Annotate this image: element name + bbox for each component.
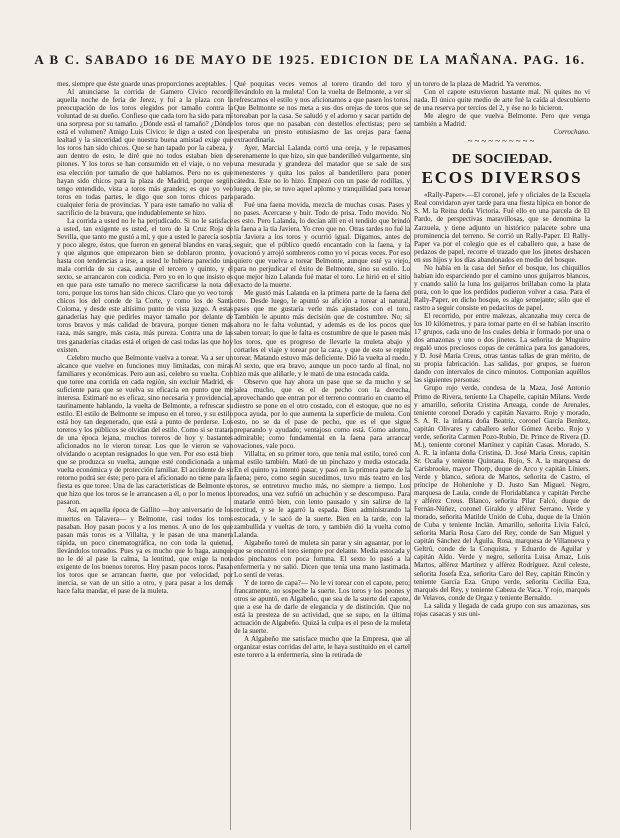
paragraph: Fué una faena movida, mezcla de muchas cosas. Pases y no pases. Acercarse y huir. Todo de prisa. Todo movido. No es esto. Pero Lalanda, lo decían allí en el tendido que brindó la faena a la tía Javiera. Yo creo que no. Otras tardes no fué la tía Javiera a los toros y ocurrió igual. Digamos, antes de seguir, que el público quedó encantado con la faena, y la ovacionó y arrojó sombreros como yo vi pocas veces. Por eso quiero que vuelva a torear Belmonte, aunque esté ya viejo, para no perjudicar el éxito de Belmonte, sino su estilo. Lo que mejor hizo Lalanda fué matar el toro. Le hirió en el sitio exacto de la muerte. [234, 200, 410, 290]
column-rule [410, 80, 411, 830]
paragraph: La corrida a usted no le ha perjudicado. Si no le satisface a usted, tan exigente es usted, el toro de la Cruz Roja de Sevilla, que tanto me gustó a mí, y que a usted le parecía soso y poco alegre, éstos, que fueron en general blandos en varas, y que algunos que empezaron bien se doblaron pronto, y hasta con tendencias a irse, a usted le hubiera parecido una mala corrida de su casa, aunque el tercero y quinto, y el sexto, se arrancaron con codicia. Pero yo en lo que insisto es en que para este tamaño no merece sacrificarse la nota del toro, porque los toros han sido chicos. Claro que yo veo toros chicos los del conde de la Corte, y como los de Santa Coloma, y desde este altísimo punto de vista juzgo. A estas ganaderías hay que pedirles mayor tamaño por delante de toros bravos y más calidad de bravura, porque tienen más raza, más sangre, más casta, más pureza. Contra una de las tres ganaderías citadas está el origen de casi todas las que hoy existen. [57, 216, 233, 354]
paragraph: Ayer, Marcial Lalanda cortó una oreja, y le repasamos serenamente lo que hizo, sin que banderilleó vulgarmente, sin una mesurada y grandeza del matador que se sale de sus menesteres y quita los palos al banderillero para poner cátedra. Este no lo hizo. Empezó con un pase de rodillas, y luego, de pie, se tuvo aquel aplomo y tranquilidad para torear parado. [234, 144, 410, 201]
page-header: A B C. SABADO 16 DE MAYO DE 1925. EDICION DE LA MAÑANA. PAG. 16. [34, 52, 586, 67]
section-subtitle: ECOS DIVERSOS [421, 168, 583, 188]
column-3 [414, 80, 590, 832]
section-title: DE SOCIEDAD. [451, 152, 553, 168]
paragraph: La salida y llegada de cada grupo con sus amazonas, sus rojas casacas y sus uni- [414, 601, 590, 618]
paragraph: Así, en aquella época de Gallito —hoy aniversario de los muertos en Talavera— y Belmonte, casi todos los toros pasaban. Hoy pasan pocos y a los menos. A uno de los que pasan más toros es a Villalta, y le pasan de una manera rápida, un poco cinematográfica, no con toda la quietud, llevándolos toreados. Pues ya es mucho que lo haga, aunque no le dé al pase la calma, la lentitud, que exige la nota exigente de los buenos toreros. Hoy pasan pocos toros. Pasan los toros que se arrancan fuerte, que por velocidad, por inercia, se van de un sitio a otro, y para pasar a los demás hace falta mandar, el pase de la muleta. [57, 506, 233, 595]
paragraph: «Rally-Paper».—El coronel, jefe y oficiales de la Escuela Real convidaron ayer tarde para una fiesta hípica en honor de S. M. la Reina doña Victoria. Fué ello en una parcela de El Pardo, de perspectivas maravillosas, que se denomina la Zarzuela, y tiene adjunto un histórico palacete sobre una prominencia del terreno. Se corrió un Rally-Paper. El Rally-Paper va por el colegio que es el caballero que, a base de pedazos de papel, recorre el trazado que los jinetes deshacen en sus hijos y los días abandonados en medio del bosque. [414, 191, 590, 264]
paragraph: No había en la casa del Señor el bosque, los chiquillos habían ido esparciendo por el camino unos guijarros blancos, y cuando salió la luna los guijarros brillaban como la plata pura, con lo que los perdidos pudieron volver a casa. Para el Rally-Paper, en dicho bosque, es algo semejante; sólo que el rastro a seguir consiste en pedacitos de papel. [414, 263, 590, 312]
byline: Corrochano. [553, 128, 590, 137]
paragraph: Me gustó más Lalanda en la primera parte de la faena del otro. Desde luego, le apuntó su afición a torear al natural, pases que me gustaría verle más ajustados con el toro. También le apunto más decisión que de costumbre. No; si ahora no le falta voluntad, y además es de los pocos que saben torear; lo que le falta es costumbre de que le pasen más los toros, que es progreso de llevarle la muleta abajo y cortarles el viaje y torear por la cara, y que de esto se repite torear. Matando estuvo más deficiente. Dió la vuelta al ruedo. Al sexto, que era bravo, aunque un poco tardo al final, no hizo más que aliñarle, y le mató de una estocada caída. [234, 289, 410, 378]
paragraph: mes, siempre que éste guarde unas proporciones aceptables. [57, 80, 227, 88]
paragraph: Con el capote estuvieron bastante mal. Ni quites no vi nada. El único quite medio de arte fué la caída al descubierto de una reserva por tercios del 2, y ése no lo hicieron. [414, 88, 590, 113]
column-2 [234, 80, 410, 832]
ornament-divider: ~~~~~~~~~~ [467, 136, 537, 147]
paragraph: Me alegro de que vuelva Belmonte. Pero que venga también a Madrid. [414, 112, 590, 129]
paragraph: un torero de la plaza de Madrid. Ya veremos. [414, 80, 542, 88]
paragraph: A Algabeño me satisface mucho que la Empresa, que al organizar estas corridas del arte, le haya sustituido en el cartel este torero a la enfermería, sino la retirada de [234, 635, 410, 660]
paragraph: Villalta, en su primer toro, que tenía mal estilo, toreó con mal estilo también. Mató de un pinchazo y media estocada. En el quinto ya intentó pasar, y pasó en la primera parte de la faena; pero, como según sucedimos, tuvo más teatro en los toros, se entretuvo mucho más, no siempre a tiempo. Los toreados, una vez sufrió un achuchón y se descompuso. Para matarle entró bien, con lento pausado y sin salirse de la rectitud, y se le agarró la espada. Bien administrando la estocada, y le sacó de la suerte. Bien en la tarde, con la zambullida y vueltas de toro, y también dió la vuelta como Lalanda. [234, 450, 410, 539]
paragraph: Grupo rojo verde, condesa de la Maza, José Antonio Primo de Rivera, teniente La Chapelle, capitán Milans. Verde y amarillo, señorita Cristina Arteaga, conde de Arenales, teniente coronel Dorado y capitán Navarro. Rojo y morado, S. A. R. la infanta doña Beatriz, coronel García Benítez, capitán Olivares y caballero señor Gómez Acebo. Rojo y verde, señorita Carmen Pozo-Rubio, Dr. Prince de Rivera (D. M.), teniente coronel Martínez y capitán Casas. Morado, S. A. R. la infanta doña Cristina, D. José María Creus, capitán Sr. Ocaña y teniente Quintana. Rojo, S. A. la marquesa de Carisbrooke, mayor Thorp, duque de Arco y capitán Liniers. Verde y blanco, señora de Martos, señorita de Castro, el príncipe de Hohenlohe y D. Justo San Miguel. Negro, marquesa de Laula, conde de Floridablanca y capitán Perche y alférez Creus. Blanco, señorita Pilar Falcó, duque de Fernán-Núñez, coronel Giraldo y alférez Serrano. Verde y morado, señorita Matilde Unión de Cuba, duque de la Unión de Cuba y teniente Inclán. Amarillo, señorita Livia Falcó, señorita María Rosa Caro del Rey, conde de San Miguel y capitán Sánchez del Águila. Rosa, marquesa de Villanueva y Geltrú, conde de la Conquista, y Eduardo de Aguilar y capitán Aldo. Verde y negro, señorita Luisa Arnaz, Luis Martos, alférez Martínez y alférez Rodríguez. Azul celeste, señorita Josefa Eza, señorita Caro del Rey, capitán Rincón y teniente García Eza. Grupo verde, señorita Cecilia Eza, marqués del Rey, y teniente Cabeza de Vaca. Y rojo, marqués de Velavos, conde de Orgaz y teniente Bernaldo. [414, 384, 590, 602]
paragraph: Celebro mucho que Belmonte vuelva a torear. Va a ser un alcance que vuelve en funciones muy limitadas, con miras familiares y económicas. Pero aun así, celebro su vuelta. Con que toree una corrida en cada región, sin excluir Madrid, es suficiente para que se vuelva su eficacia en punto que me interesa. Estimaré no es eficaz, sino necesaria y providencial, taurinamente hablando, la vuelta de Belmonte, a refrescar su estilo. El estilo de Belmonte se impuso en el toreo, y su estilo está hoy tan degenerado, que está a punto de perderse. Los toreros y los públicos se olvidan del estilo. Como si se tratara de una época lejana, muchos toreros de hoy y bastantes aficionados no le vieron torear. Los que le vieron se van olvidando o aceptan resignados lo que ven. Por eso está bien que se produzca su vuelta, aunque esté condicionada a una vuelta económica y de protección familiar. El accidente de su retorno podrá ser éste; pero para el aficionado no tiene para la fiesta es que toree. Una de las características de Belmonte es que hizo que los toros se le arrancasen a él, o por lo menos lo pasaron. [57, 353, 233, 507]
paragraph: Observo que hay ahora un pase que se da mucho y se jalea mucho, que es el de pecho con la derecha, aprovechando que entran por el terreno contrario en cuanto el diestro se pone en el otro costado, con el estoque, que no es poca ayuda, por lo que aumenta la superficie de muleta. Con esto, no se da el pase de pecho, que es el que sigue preparando y ayudado; ventajoso como está. Como adorno, admirable; como fundamental en la faena para arrancar ovaciones, vale poco. [234, 377, 410, 451]
paragraph: Y de toreo de capa?— No le vi torear con el capote, pero; francamente, no sospeche la suerte. Los toros y los peones y otros se apuntó, en Algabeño, que sea de la suerte del capote, que a ese ha de darle de elegancia y de distinción. Que no está la presteza de su actividad, que se supo, en la última actuación de Algabeño. Quizá la culpa es el peso de la muleta de la suerte. [234, 578, 410, 636]
column-1 [57, 80, 233, 832]
paragraph: Al anunciarse la corrida de Gamero Cívico recordé aquella noche de feria de Jerez, y fuí a la plaza con la preocupación de los toros elegidos por tamaño contra la voluntad de su dueño. Confieso que cada toro ha sido para mí una sorpresa por su tamaño. ¿Dónde está el tamaño? ¿Dónde está el volumen? Amigo Luis Cívico: le digo a usted con la lealtad y la sinceridad que nuestra buena amistad exige que los toros han sido chicos. Que se han tapado por la cabeza, y aun dentro de esto, le diré que no todos estaban bien de pitones. Y los toros se han consumido en el viaje, o no veo esa elección por tamaño de que hablamos. Pero no es que hayan sido chicos para la plaza de Madrid, porque según tengo entendido, vista a toros más grandes; es que yo veo toros en todas partes, le digo que son toros chicos para cualquier feria de provincias. Y para este tamaño no valía el sacrificio de la bravura, que indudablemente se hizo. [57, 88, 233, 217]
paragraph: El recorrido, por entre malezas, alcanzaba muy cerca de los 10 kilómetros, y para tomar parte en él se habían inscrito 17 grupos, cada uno de los cuales debía ir formado por una o dos amazonas y uno o dos jinetes. La señorita de Muguiro regaló unos preciosos copas de cerámica para los ganadores, y D. José María Creus, otras tantas tallas de gran mérito, de su propia fabricación. Las salidas, por grupos, se fueron dando con intervalos de cinco minutos. Componían aquéllos las siguientes personas: [414, 312, 590, 385]
paragraph: Qué poquitas veces vemos al torero tirando del toro y llevándolo en la muleta! Con la vuelta de Belmonte, a ver si refrescamos el estilo y nos aficionamos a que pasen los toros. Que Belmonte se nos meta a sus dos orejas de toros que se toreaban por la casa. Se saludó y el adorno y sacar partido de los toros que no pasaban con destellos efectistas; pero se esperaba un presto entusiasmo de las orejas para faena extraordinaria. [234, 80, 410, 145]
paragraph: Algabeño toreó de muleta sin parar y sin aguantar, por lo que se encontró el toro siempre por delante. Media estocada y dos pinchazos con poca fortuna. El sexto lo pasó a la enfermería y no salió. Dicen que tenía una mano lastimada. Lo sentí de veras. [234, 538, 410, 579]
